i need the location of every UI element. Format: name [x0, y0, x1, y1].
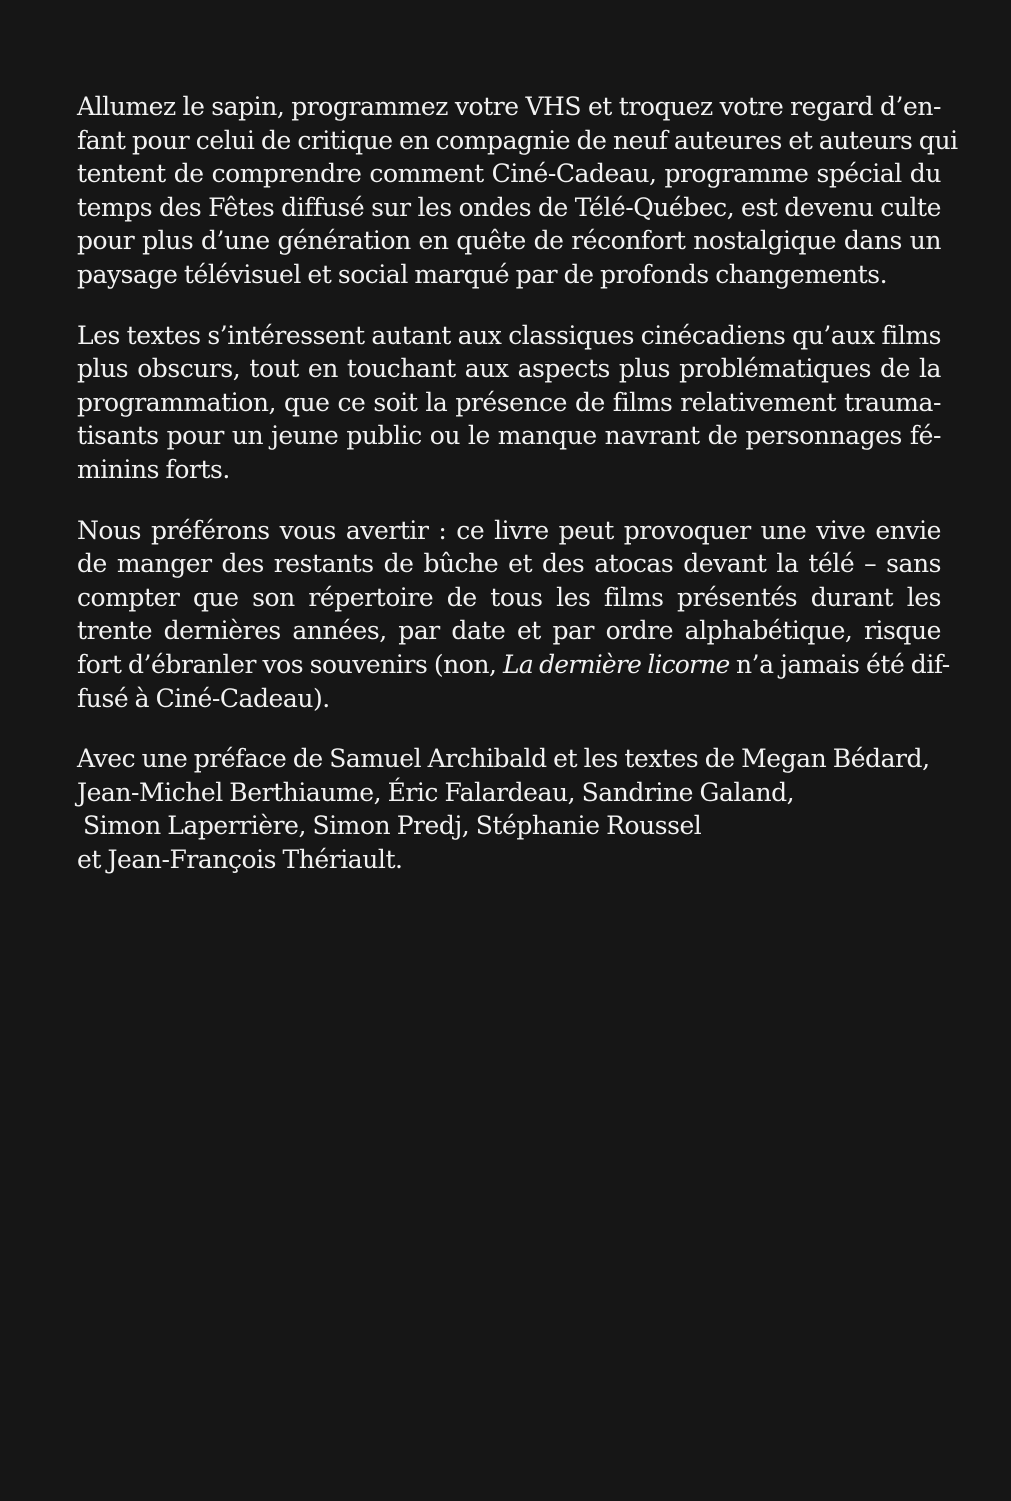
text-fragment: fort d’ébranler vos souvenirs (non, — [77, 649, 504, 679]
text-line: Allumez le sapin, programmez votre VHS et troquez votre regard d’en- — [77, 92, 941, 121]
text-line: et Jean-François Thériault. — [77, 844, 403, 874]
text-line: temps des Fêtes diffusé sur les ondes de Télé-Québec, est devenu culte — [77, 192, 941, 222]
text-line: paysage télévisuel et social marqué par de profonds changements. — [77, 259, 888, 289]
text-line: compter que son répertoire de tous les films présentés durant les — [77, 582, 941, 612]
back-cover-text — [77, 90, 958, 876]
text-line: Simon Laperrière, Simon Predj, Stéphanie Roussel — [83, 811, 702, 841]
text-line: Les textes s’intéressent autant aux classiques cinécadiens qu’aux films — [77, 320, 941, 350]
film-title: La dernière licorne — [503, 649, 730, 679]
text-line: de manger des restants de bûche et des atocas devant la télé – sans — [77, 549, 941, 579]
text-line: tisants pour un jeune public ou le manque navrant de personnages fé- — [77, 421, 941, 451]
text-line: Nous préférons vous avertir : ce livre peut provoquer une vive envie — [77, 515, 941, 545]
text-fragment: n’a jamais été dif- — [729, 649, 950, 679]
text-line: fusé à Ciné-Cadeau). — [77, 683, 330, 713]
paragraph-contents — [77, 319, 941, 487]
text-line: trente dernières années, par date et par ordre alphabétique, risque — [77, 616, 941, 646]
paragraph-intro — [77, 90, 958, 292]
text-line: pour plus d’une génération en quête de réconfort nostalgique dans un — [77, 226, 941, 256]
text-line: Avec une préface de Samuel Archibald et les textes de Megan Bédard, — [77, 744, 930, 774]
text-line: programmation, que ce soit la présence de films relativement trauma- — [77, 387, 941, 417]
paragraph-warning — [77, 514, 950, 716]
text-line: minins forts. — [77, 454, 230, 484]
text-line: plus obscurs, tout en touchant aux aspects plus problématiques de la — [77, 354, 941, 384]
text-line: tentent de comprendre comment Ciné-Cadeau, programme spécial du — [77, 159, 941, 189]
contributors-credits — [77, 742, 941, 876]
text-line: fant pour celui de critique en compagnie de neuf auteures et auteurs qui — [77, 125, 958, 155]
text-line — [77, 648, 950, 682]
text-line: Jean-Michel Berthiaume, Éric Falardeau, Sandrine Galand, — [77, 777, 795, 807]
